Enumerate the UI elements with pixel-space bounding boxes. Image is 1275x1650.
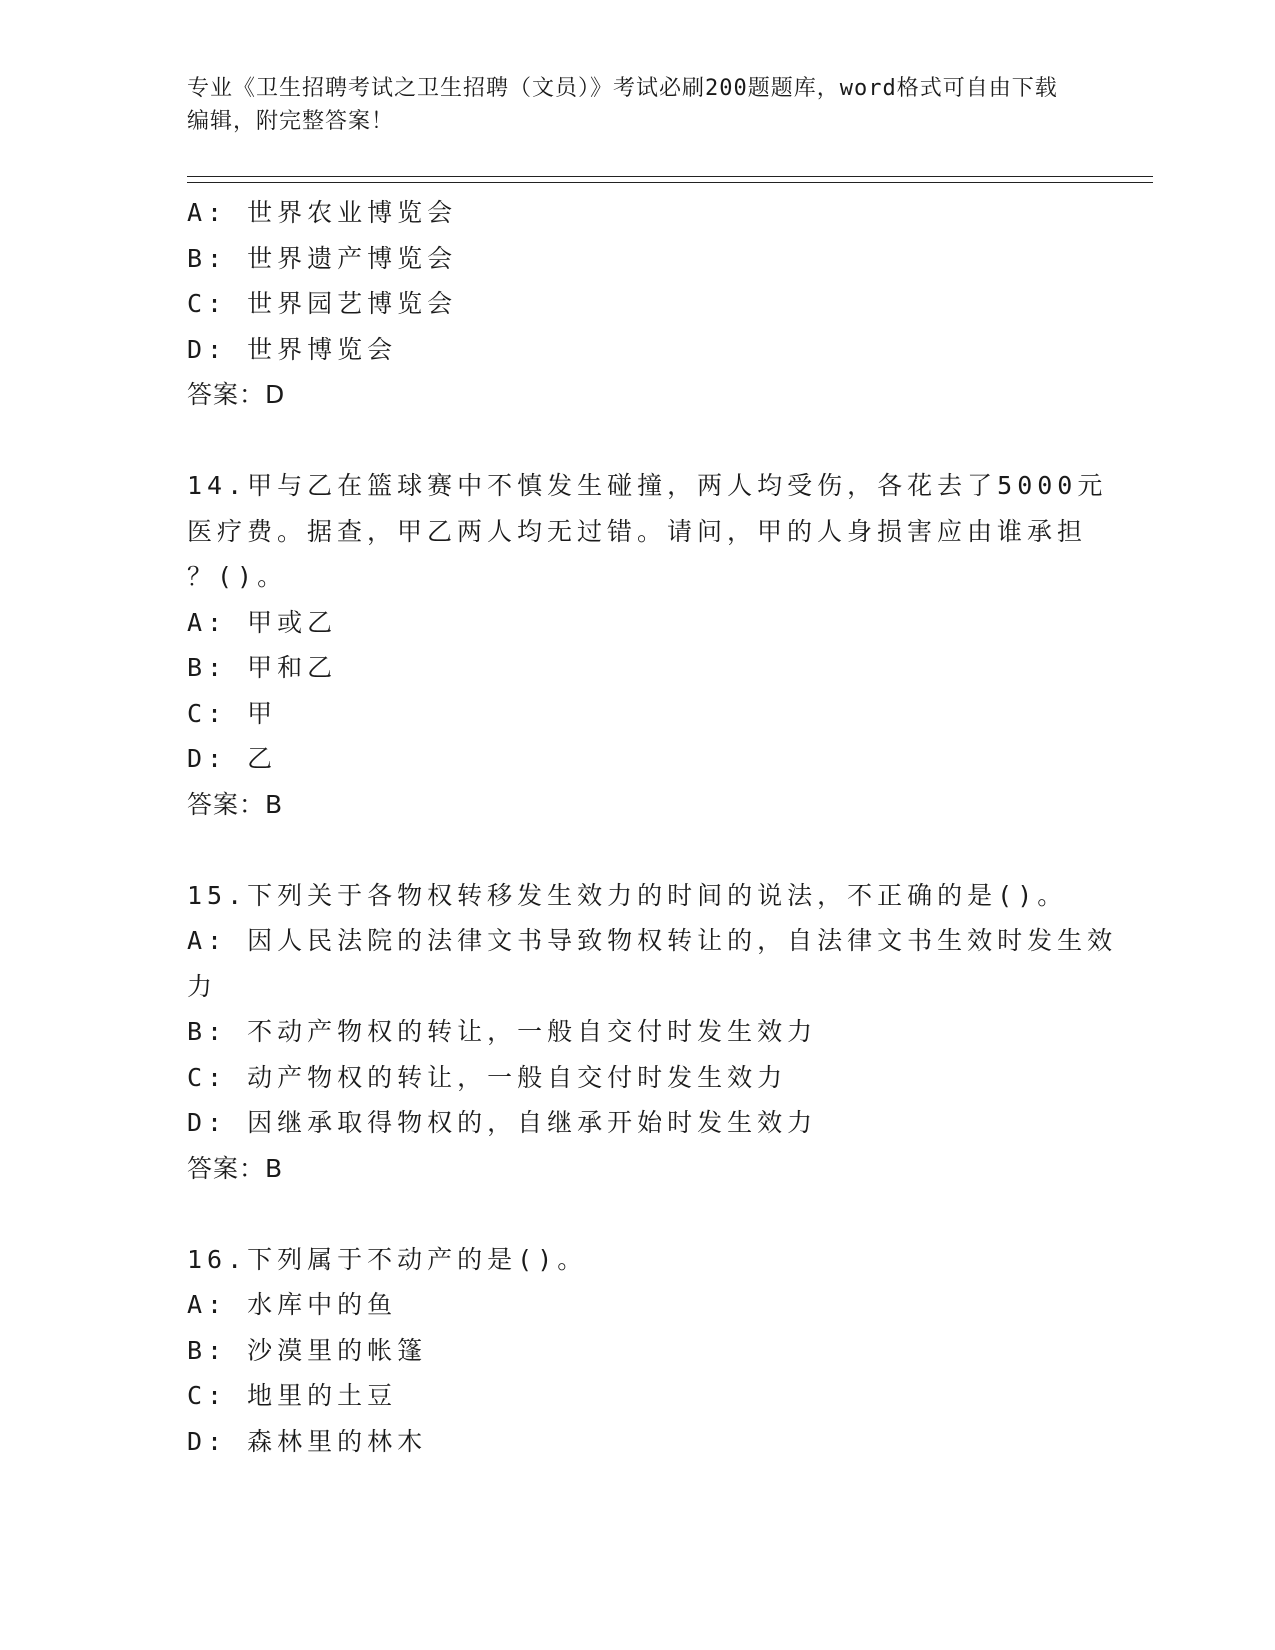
header-divider-top bbox=[187, 176, 1153, 177]
question-16 bbox=[187, 1237, 1087, 1465]
option-d: D: 因继承取得物权的，自继承开始时发生效力 bbox=[187, 1108, 818, 1137]
option-c: C: 地里的土豆 bbox=[187, 1381, 398, 1410]
option-a: A: 水库中的鱼 bbox=[187, 1290, 398, 1319]
document-header: 专业《卫生招聘考试之卫生招聘（文员）》考试必刷200题题库，word格式可自由下载编辑，附完整答案！ bbox=[187, 76, 1058, 134]
option-a: A: 世界农业博览会 bbox=[187, 198, 458, 227]
question-14-stem-line1: 14.甲与乙在篮球赛中不慎发生碰撞，两人均受伤，各花去了5000元 bbox=[187, 471, 1108, 500]
spacer bbox=[187, 1191, 1087, 1237]
question-14-stem-line2: 医疗费。据查，甲乙两人均无过错。请问，甲的人身损害应由谁承担 bbox=[187, 516, 1088, 546]
option-d: D: 世界博览会 bbox=[187, 334, 398, 364]
spacer bbox=[187, 418, 1087, 464]
question-14 bbox=[187, 463, 1108, 827]
option-c: C: 动产物权的转让，一般自交付时发生效力 bbox=[187, 1062, 788, 1092]
answer-14: 答案：B bbox=[187, 789, 284, 819]
spacer bbox=[187, 827, 1087, 873]
question-content bbox=[187, 190, 1118, 1464]
option-b: B: 世界遗产博览会 bbox=[187, 243, 458, 273]
question-15 bbox=[187, 873, 1118, 1192]
question-16-stem: 16.下列属于不动产的是()。 bbox=[187, 1244, 588, 1274]
question-13-options bbox=[187, 190, 1087, 418]
option-c: C: 甲 bbox=[187, 698, 278, 728]
option-c: C: 世界园艺博览会 bbox=[187, 289, 458, 318]
question-14-stem-line3: ？()。 bbox=[187, 562, 288, 591]
option-a-line2: 力 bbox=[187, 971, 218, 1001]
option-b: B: 甲和乙 bbox=[187, 653, 338, 682]
option-a: A: 甲或乙 bbox=[187, 607, 338, 637]
header-divider-bottom bbox=[187, 182, 1153, 183]
question-15-stem: 15.下列关于各物权转移发生效力的时间的说法，不正确的是()。 bbox=[187, 880, 1068, 910]
option-b: B: 沙漠里的帐篷 bbox=[187, 1335, 428, 1365]
option-d: D: 森林里的林木 bbox=[187, 1426, 428, 1456]
option-b: B: 不动产物权的转让，一般自交付时发生效力 bbox=[187, 1017, 818, 1046]
option-a-line1: A: 因人民法院的法律文书导致物权转让的，自法律文书生效时发生效 bbox=[187, 926, 1118, 955]
answer-13: 答案：D bbox=[187, 380, 286, 409]
answer-15: 答案：B bbox=[187, 1153, 284, 1183]
option-d: D: 乙 bbox=[187, 744, 278, 773]
